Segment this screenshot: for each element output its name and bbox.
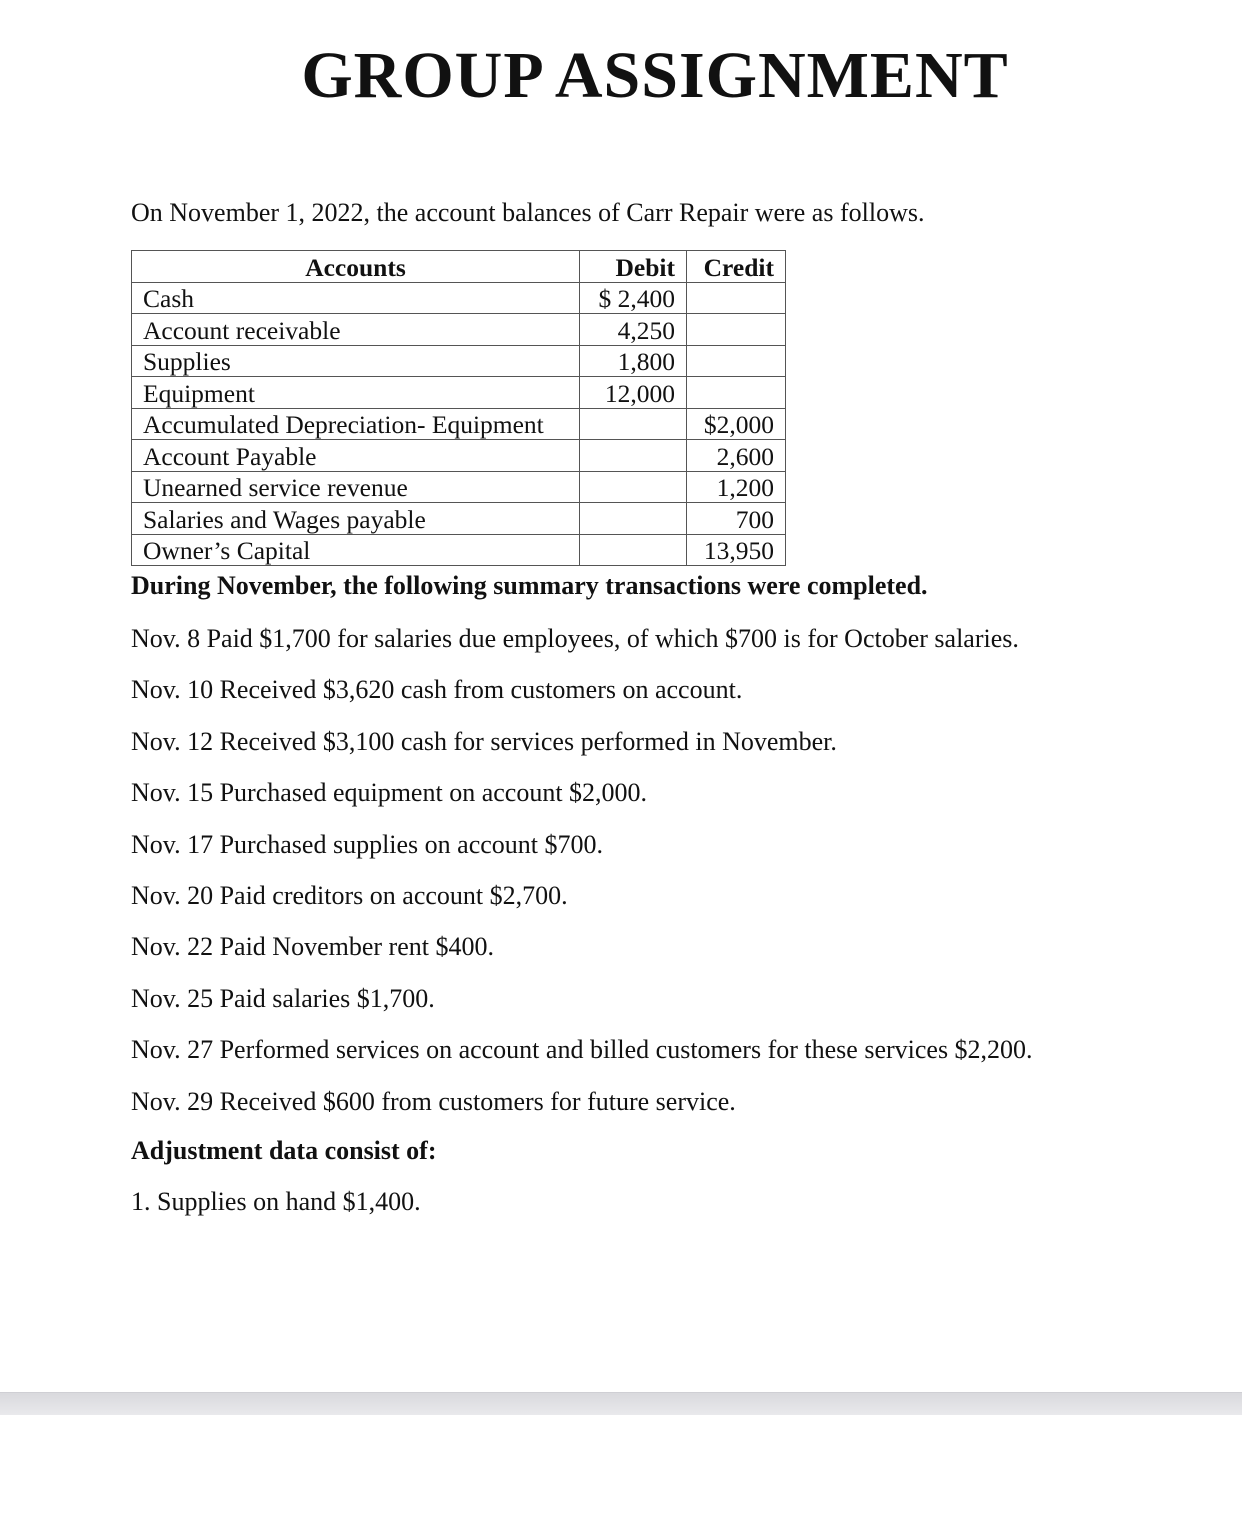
table-row bbox=[132, 282, 786, 314]
table-row bbox=[132, 345, 786, 377]
credit-column-header: Credit bbox=[687, 251, 786, 283]
credit-amount bbox=[687, 282, 786, 314]
adjustment-item: 1. Supplies on hand $1,400. bbox=[131, 1187, 421, 1216]
credit-amount: 13,950 bbox=[687, 534, 786, 566]
table-row bbox=[132, 471, 786, 503]
credit-amount bbox=[687, 314, 786, 346]
list-item: Nov. 10 Received $3,620 cash from customers on account. bbox=[131, 675, 743, 705]
debit-amount bbox=[580, 503, 687, 535]
list-item: Nov. 20 Paid creditors on account $2,700. bbox=[131, 880, 568, 910]
credit-amount: $2,000 bbox=[687, 408, 786, 440]
account-name: Account receivable bbox=[132, 314, 580, 346]
debit-amount: 1,800 bbox=[580, 345, 687, 377]
table-header-row bbox=[132, 251, 786, 283]
account-name: Cash bbox=[132, 282, 580, 314]
transactions-list bbox=[131, 620, 1033, 1134]
account-name: Accumulated Depreciation- Equipment bbox=[132, 408, 580, 440]
list-item: Nov. 27 Performed services on account and billed customers for these services $2,200. bbox=[131, 1035, 1033, 1065]
accounts-column-header: Accounts bbox=[132, 251, 580, 283]
debit-amount bbox=[580, 440, 687, 472]
credit-amount bbox=[687, 377, 786, 409]
debit-amount: 4,250 bbox=[580, 314, 687, 346]
document-title: GROUP ASSIGNMENT bbox=[301, 39, 1009, 112]
table-row bbox=[132, 377, 786, 409]
account-name: Equipment bbox=[132, 377, 580, 409]
page-bottom-divider bbox=[0, 1392, 1242, 1415]
debit-column-header: Debit bbox=[580, 251, 687, 283]
credit-amount: 2,600 bbox=[687, 440, 786, 472]
debit-amount bbox=[580, 534, 687, 566]
account-name: Supplies bbox=[132, 345, 580, 377]
credit-amount bbox=[687, 345, 786, 377]
table-row bbox=[132, 440, 786, 472]
list-item: Nov. 25 Paid salaries $1,700. bbox=[131, 983, 435, 1013]
account-name: Account Payable bbox=[132, 440, 580, 472]
table-row bbox=[132, 503, 786, 535]
list-item: Nov. 12 Received $3,100 cash for services performed in November. bbox=[131, 726, 837, 756]
debit-amount bbox=[580, 408, 687, 440]
transactions-heading: During November, the following summary transactions were completed. bbox=[131, 571, 928, 600]
list-item: Nov. 22 Paid November rent $400. bbox=[131, 932, 494, 962]
adjustments-heading: Adjustment data consist of: bbox=[131, 1136, 437, 1165]
table-row bbox=[132, 534, 786, 566]
debit-amount: 12,000 bbox=[580, 377, 687, 409]
list-item: Nov. 29 Received $600 from customers for future service. bbox=[131, 1086, 736, 1116]
intro-text: On November 1, 2022, the account balances of Carr Repair were as follows. bbox=[131, 198, 925, 227]
table-row bbox=[132, 314, 786, 346]
list-item: Nov. 17 Purchased supplies on account $700. bbox=[131, 829, 604, 859]
credit-amount: 1,200 bbox=[687, 471, 786, 503]
account-name: Owner’s Capital bbox=[132, 534, 580, 566]
debit-amount bbox=[580, 471, 687, 503]
table-row bbox=[132, 408, 786, 440]
debit-amount: $ 2,400 bbox=[580, 282, 687, 314]
account-name: Salaries and Wages payable bbox=[132, 503, 580, 535]
list-item: Nov. 8 Paid $1,700 for salaries due employees, of which $700 is for October salaries. bbox=[131, 624, 1019, 653]
credit-amount: 700 bbox=[687, 503, 786, 535]
account-balances-table bbox=[131, 250, 786, 566]
account-name: Unearned service revenue bbox=[132, 471, 580, 503]
list-item: Nov. 15 Purchased equipment on account $2,000. bbox=[131, 778, 648, 808]
